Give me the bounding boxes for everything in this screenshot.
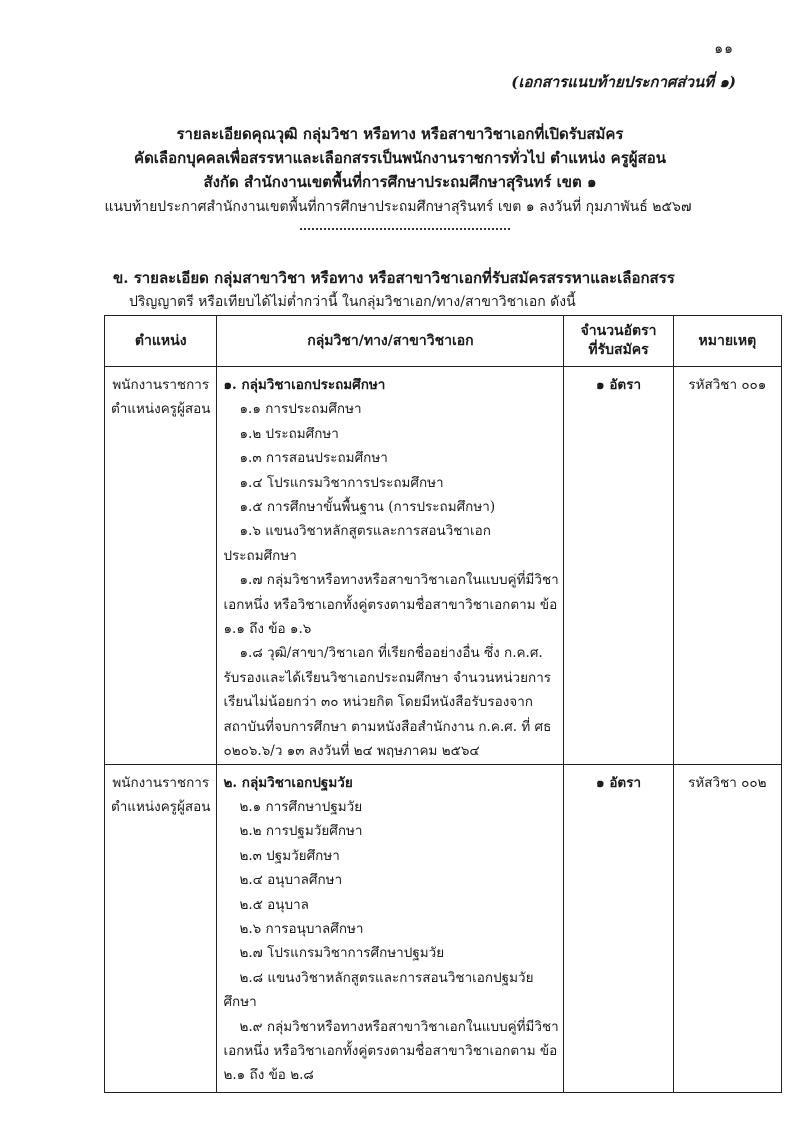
position-line-2: ตำแหน่งครูผู้สอน (110, 401, 211, 417)
group-item: ๑.๗ กลุ่มวิชาหรือทางหรือสาขาวิชาเอกในแบบคู่ที่มีวิชาเอกหนึ่ง หรือวิชาเอกทั้งคู่ตรงตามชื่อสาขาวิชาเอกตาม ข้อ ๑.๑ ถึง ข้อ ๑.๖ (223, 572, 559, 638)
dotted-separator (300, 228, 510, 230)
group-item: ๒.๑ การศึกษาปฐมวัย (239, 798, 363, 815)
title-line-4: แนบท้ายประกาศสำนักงานเขตพื้นที่การศึกษาประถมศึกษาสุรินทร์ เขต ๑ ลงวันที่ กุมภาพันธ์ ๒๕๖๗ (104, 199, 692, 215)
group-item: ๒.๒ การปฐมวัยศึกษา (239, 823, 363, 840)
remark-cell: รหัสวิชา ๐๐๒ (673, 764, 781, 1092)
header-count-line-1: จำนวนอัตรา (580, 323, 657, 339)
position-line-2: ตำแหน่งครูผู้สอน (110, 798, 211, 815)
table-row (105, 764, 782, 1092)
group-title: ๑. กลุ่มวิชาเอกประถมศึกษา (223, 377, 386, 393)
position-line-1: พนักงานราชการ (112, 774, 210, 791)
group-cell (217, 764, 564, 1092)
group-item: ๒.๙ กลุ่มวิชาหรือทางหรือสาขาวิชาเอกในแบบคู่ที่มีวิชาเอกหนึ่ง หรือวิชาเอกทั้งคู่ตรงตามชื่อสาขาวิชาเอกตาม ข้อ ๒.๑ ถึง ข้อ ๒.๘ (223, 1018, 559, 1084)
position-cell (105, 367, 217, 765)
qualification-table (104, 315, 782, 1093)
group-item: ๑.๒ ประถมศึกษา (239, 425, 339, 442)
title-line-3: สังกัด สำนักงานเขตพื้นที่การศึกษาประถมศึกษาสุรินทร์ เขต ๑ (203, 173, 597, 191)
table-header-row (105, 316, 782, 367)
title-line-1: รายละเอียดคุณวุฒิ กลุ่มวิชา หรือทาง หรือสาขาวิชาเอกที่เปิดรับสมัคร (176, 125, 624, 143)
group-item: ๑.๔ โปรแกรมวิชาการประถมศึกษา (239, 474, 444, 491)
page-number: ๑๑ (714, 41, 734, 57)
group-item: ๒.๕ อนุบาล (239, 896, 309, 913)
group-item: ๑.๘ วุฒิ/สาขา/วิชาเอก ที่เรียกชื่ออย่างอื่น ซึ่ง ก.ค.ศ. รับรองและได้เรียนวิชาเอกประถมศึกษา จำนวนหน่วยการเรียนไม่น้อยกว่า ๓๐ หน่วยกิต โดยมีหนังสือรับรองจากสถาบันที่จบการศึกษา ตามหนังสือสำนักงาน ก.ค.ศ. ที่ ศธ ๐๒๐๖.๖/ว ๑๓ ลงวันที่ ๒๔ พฤษภาคม ๒๕๖๔ (223, 645, 552, 760)
section-subheading: ปริญญาตรี หรือเทียบได้ไม่ต่ำกว่านี้ ในกลุ่มวิชาเอก/ทาง/สาขาวิชาเอก ดังนี้ (129, 294, 576, 310)
group-item: ๑.๕ การศึกษาขั้นพื้นฐาน (การประถมศึกษา) (239, 499, 496, 516)
attachment-note: (เอกสารแนบท้ายประกาศส่วนที่ ๑) (511, 73, 736, 91)
group-item-continuation: ประถมศึกษา (223, 547, 297, 564)
header-count (564, 316, 673, 367)
group-item: ๑.๑ การประถมศึกษา (239, 401, 362, 418)
table-row (105, 367, 782, 765)
header-group: กลุ่มวิชา/ทาง/สาขาวิชาเอก (217, 316, 564, 367)
group-item: ๒.๘ แขนงวิชาหลักสูตรและการสอนวิชาเอกปฐมวัยศึกษา (223, 969, 534, 1011)
count-cell: ๑ อัตรา (564, 764, 673, 1092)
group-cell (217, 367, 564, 765)
group-item: ๑.๓ การสอนประถมศึกษา (239, 450, 388, 467)
group-title: ๒. กลุ่มวิชาเอกปฐมวัย (223, 774, 353, 791)
header-remark: หมายเหตุ (673, 316, 781, 367)
group-item: ๒.๓ ปฐมวัยศึกษา (239, 847, 340, 864)
section-heading: ข. รายละเอียด กลุ่มสาขาวิชา หรือทาง หรือสาขาวิชาเอกที่รับสมัครสรรหาและเลือกสรร (113, 269, 675, 287)
title-line-2: คัดเลือกบุคคลเพื่อสรรหาและเลือกสรรเป็นพนักงานราชการทั่วไป ตำแหน่ง ครูผู้สอน (134, 149, 666, 167)
position-cell (105, 764, 217, 1092)
group-item: ๒.๗ โปรแกรมวิชาการศึกษาปฐมวัย (239, 945, 445, 962)
group-item: ๒.๔ อนุบาลศึกษา (239, 872, 343, 889)
remark-cell: รหัสวิชา ๐๐๑ (673, 367, 781, 765)
position-line-1: พนักงานราชการ (112, 377, 210, 393)
header-count-line-2: ที่รับสมัคร (588, 342, 649, 358)
group-item: ๒.๖ การอนุบาลศึกษา (239, 920, 364, 937)
group-item: ๑.๖ แขนงวิชาหลักสูตรและการสอนวิชาเอก (239, 523, 491, 540)
count-cell: ๑ อัตรา (564, 367, 673, 765)
header-position: ตำแหน่ง (105, 316, 217, 367)
